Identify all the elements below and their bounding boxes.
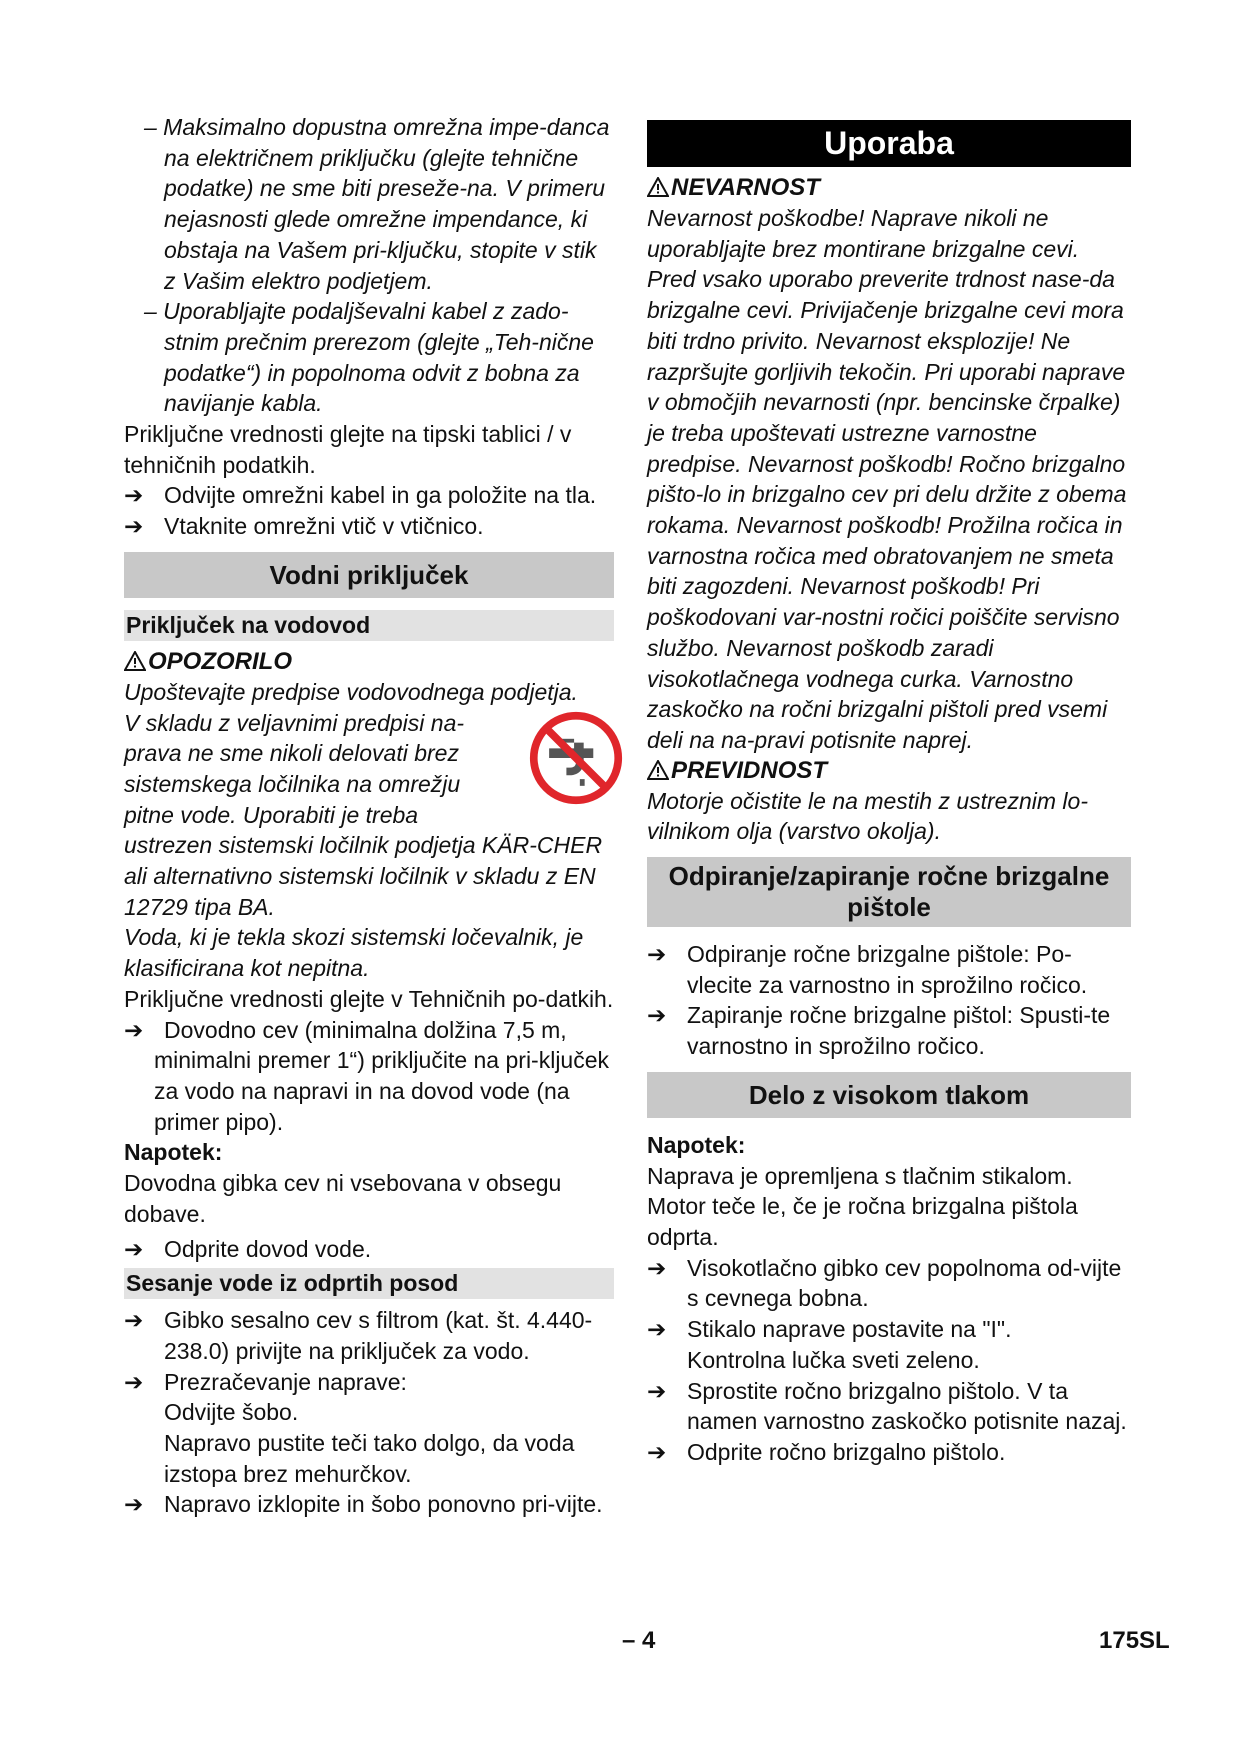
dash-item-impedance: – Maksimalno dopustna omrežna impe-danca na električnem priključku (glejte tehnične podatke) ne sme biti preseže-na. V primeru nejasnosti glede omrežne impendance, ki obstaja na Vašem pri-ključku, stopite v stik z Vašim elektro podjetjem. (144, 114, 610, 294)
caution-label-text: PREVIDNOST (671, 756, 828, 784)
arrow-right-icon: ➔ (124, 1235, 144, 1262)
step-text: Dovodno cev (minimalna dolžina 7,5 m, minimalni premer 1“) priključite na pri-ključek za vodo na napravi in na dovod vode (na primer pipo). (154, 1016, 610, 1135)
heading-gun: Odpiranje/zapiranje ročne brizgalne pištole (647, 857, 1131, 927)
heading-use: Uporaba (647, 120, 1131, 167)
heading-high-pressure: Delo z visokom tlakom (647, 1072, 1131, 1118)
step-switch-on (647, 1314, 1131, 1375)
warning-triangle-icon (124, 651, 146, 671)
step-vent-device (124, 1367, 614, 1490)
warning-triangle-icon (647, 177, 669, 197)
step-text: Sprostite ročno brizgalno pištolo. V ta namen varnostno zaskočko potisnite nazaj. (687, 1377, 1127, 1435)
step-text: Odvijte šobo. (164, 1399, 299, 1426)
subheading-mains-connection: Priključek na vodovod (124, 610, 614, 641)
step-text: Gibko sesalno cev s filtrom (kat. št. 4.440-238.0) privijte na priključek za vodo. (164, 1307, 593, 1364)
note-label: Napotek: (124, 1139, 223, 1166)
note-label: Napotek: (647, 1131, 746, 1158)
arrow-right-icon: ➔ (647, 1254, 667, 1281)
step-switch-off (124, 1489, 614, 1520)
warning-text-nonpotable: Voda, ki je tekla skozi sistemski ločevalnik, je klasificirana kot nepitna. (124, 924, 584, 982)
heading-water-connection: Vodni priključek (124, 552, 614, 598)
step-text: Napravo pustite teči tako dolgo, da voda izstopa brez mehurčkov. (164, 1430, 575, 1487)
page-number: – 4 (622, 1627, 656, 1654)
warning-triangle-icon (647, 760, 669, 780)
step-gun-close (647, 1000, 1131, 1061)
warning-figure-block (124, 708, 614, 831)
caution-label (647, 756, 1131, 786)
step-text: Odprite dovod vode. (164, 1235, 372, 1262)
danger-text: Nevarnost poškodbe! Naprave nikoli ne uporabljajte brez montirane brizgalne cevi. Pred vsako uporabo preverite trdnost nase-da brizgalne cevi. Privijačenje brizgalne cevi mora biti trdno privito. Nevarnost eksplozije! Ne razpršujte gorljivih tekočin. Pri uporabi naprave v območjih nevarnosti (npr. bencinske črpalke) je treba upoštevati ustrezne varnostne predpise. Nevarnost poškodb! Ročno brizgalno pišto-lo in brizgalno cev pri delu držite z obema rokama. Nevarnost poškodb! Prožilna ročica in varnostna ročica med obratovanjem ne smeta biti zagozdeni. Nevarnost poškodb! Pri poškodovani var-nostni ročici poiščite servisno službo. Nevarnost poškodb zaradi visokotlačnega vodnega curka. Varnostno zaskočko na ročni brizgalni pištoli pred vsemi deli na na-pravi potisnite naprej. (647, 205, 1127, 753)
arrow-right-icon: ➔ (647, 1377, 667, 1404)
step-open-gun (647, 1437, 1131, 1468)
arrow-right-icon: ➔ (647, 1438, 667, 1465)
note-text: Dovodna gibka cev ni vsebovana v obsegu dobave. (124, 1170, 562, 1227)
subheading-suction: Sesanje vode iz odprtih posod (124, 1268, 614, 1299)
caution-text: Motorje očistite le na mestih z ustreznim lo-vilnikom olja (varstvo okolja). (647, 787, 1088, 845)
step-text: Odvijte omrežni kabel in ga položite na tla. (164, 482, 597, 509)
step-unwind-cable (124, 480, 614, 511)
step-text: Odprite ročno brizgalno pištolo. (687, 1438, 1006, 1465)
danger-label-text: NEVARNOST (671, 174, 820, 201)
step-text: Zapiranje ročne brizgalne pištol: Spusti-te varnostno in sprožilno ročico. (687, 1002, 1111, 1060)
step-text: Prezračevanje naprave: (164, 1368, 407, 1395)
warning-text-separator: V skladu z veljavnimi predpisi na-prava ne sme nikoli delovati brez sistemskega ločilnika na omrežju pitne vode. Uporabiti je treba (124, 709, 465, 828)
arrow-right-icon: ➔ (647, 1002, 667, 1029)
step-connect-hose (124, 1015, 614, 1138)
arrow-right-icon: ➔ (124, 1368, 144, 1395)
step-text: Kontrolna lučka sveti zeleno. (687, 1346, 980, 1373)
warning-text-regulations: Upoštevajte predpise vodovodnega podjetja. (124, 678, 578, 705)
step-text: Stikalo naprave postavite na "I". (687, 1316, 1012, 1343)
dash-item-extension-cable: – Uporabljajte podaljševalni kabel z zado-stnim prečnim prerezom (glejte „Teh-nične podatke“) in popolnoma odvit z bobna za navijanje kabla. (144, 298, 594, 417)
paragraph-tech-data: Priključne vrednosti glejte v Tehničnih po-datkih. (124, 985, 614, 1012)
step-unwind-hose (647, 1253, 1131, 1314)
warning-text-karcher: ustrezen sistemski ločilnik podjetja KÄR-CHER ali alternativno sistemski ločilnik v skladu z EN 12729 tipa BA. (124, 832, 603, 920)
step-text: Napravo izklopite in šobo ponovno pri-vijte. (164, 1491, 603, 1518)
step-plug-in (124, 511, 614, 542)
step-gun-open (647, 939, 1131, 1000)
warning-label-text: OPOZORILO (148, 647, 292, 675)
danger-label (647, 173, 1131, 203)
note-text: Naprava je opremljena s tlačnim stikalom. Motor teče le, če je ročna brizgalna pištola odprta. (647, 1162, 1078, 1250)
arrow-right-icon: ➔ (647, 941, 667, 968)
step-text: Vtaknite omrežni vtič v vtičnico. (164, 513, 484, 540)
arrow-right-icon: ➔ (124, 1491, 144, 1518)
arrow-right-icon: ➔ (647, 1316, 667, 1343)
step-release-gun (647, 1376, 1131, 1437)
arrow-right-icon: ➔ (124, 482, 144, 509)
step-open-water (124, 1234, 614, 1265)
paragraph-connection-values: Priključne vrednosti glejte na tipski tablici / v tehničnih podatkih. (124, 421, 572, 478)
warning-label (124, 647, 614, 677)
left-column (124, 112, 614, 1520)
no-drinking-water-icon (528, 710, 624, 806)
model-label: 175SL (1099, 1627, 1170, 1654)
arrow-right-icon: ➔ (124, 1307, 144, 1334)
right-column (647, 120, 1131, 1468)
step-text: Odpiranje ročne brizgalne pištole: Po-vlecite za varnostno in sprožilno ročico. (687, 941, 1088, 998)
step-suction-hose (124, 1305, 614, 1366)
step-text: Visokotlačno gibko cev popolnoma od-vijte s cevnega bobna. (687, 1254, 1122, 1312)
arrow-right-icon: ➔ (124, 513, 144, 540)
arrow-right-icon: ➔ (124, 1016, 144, 1043)
